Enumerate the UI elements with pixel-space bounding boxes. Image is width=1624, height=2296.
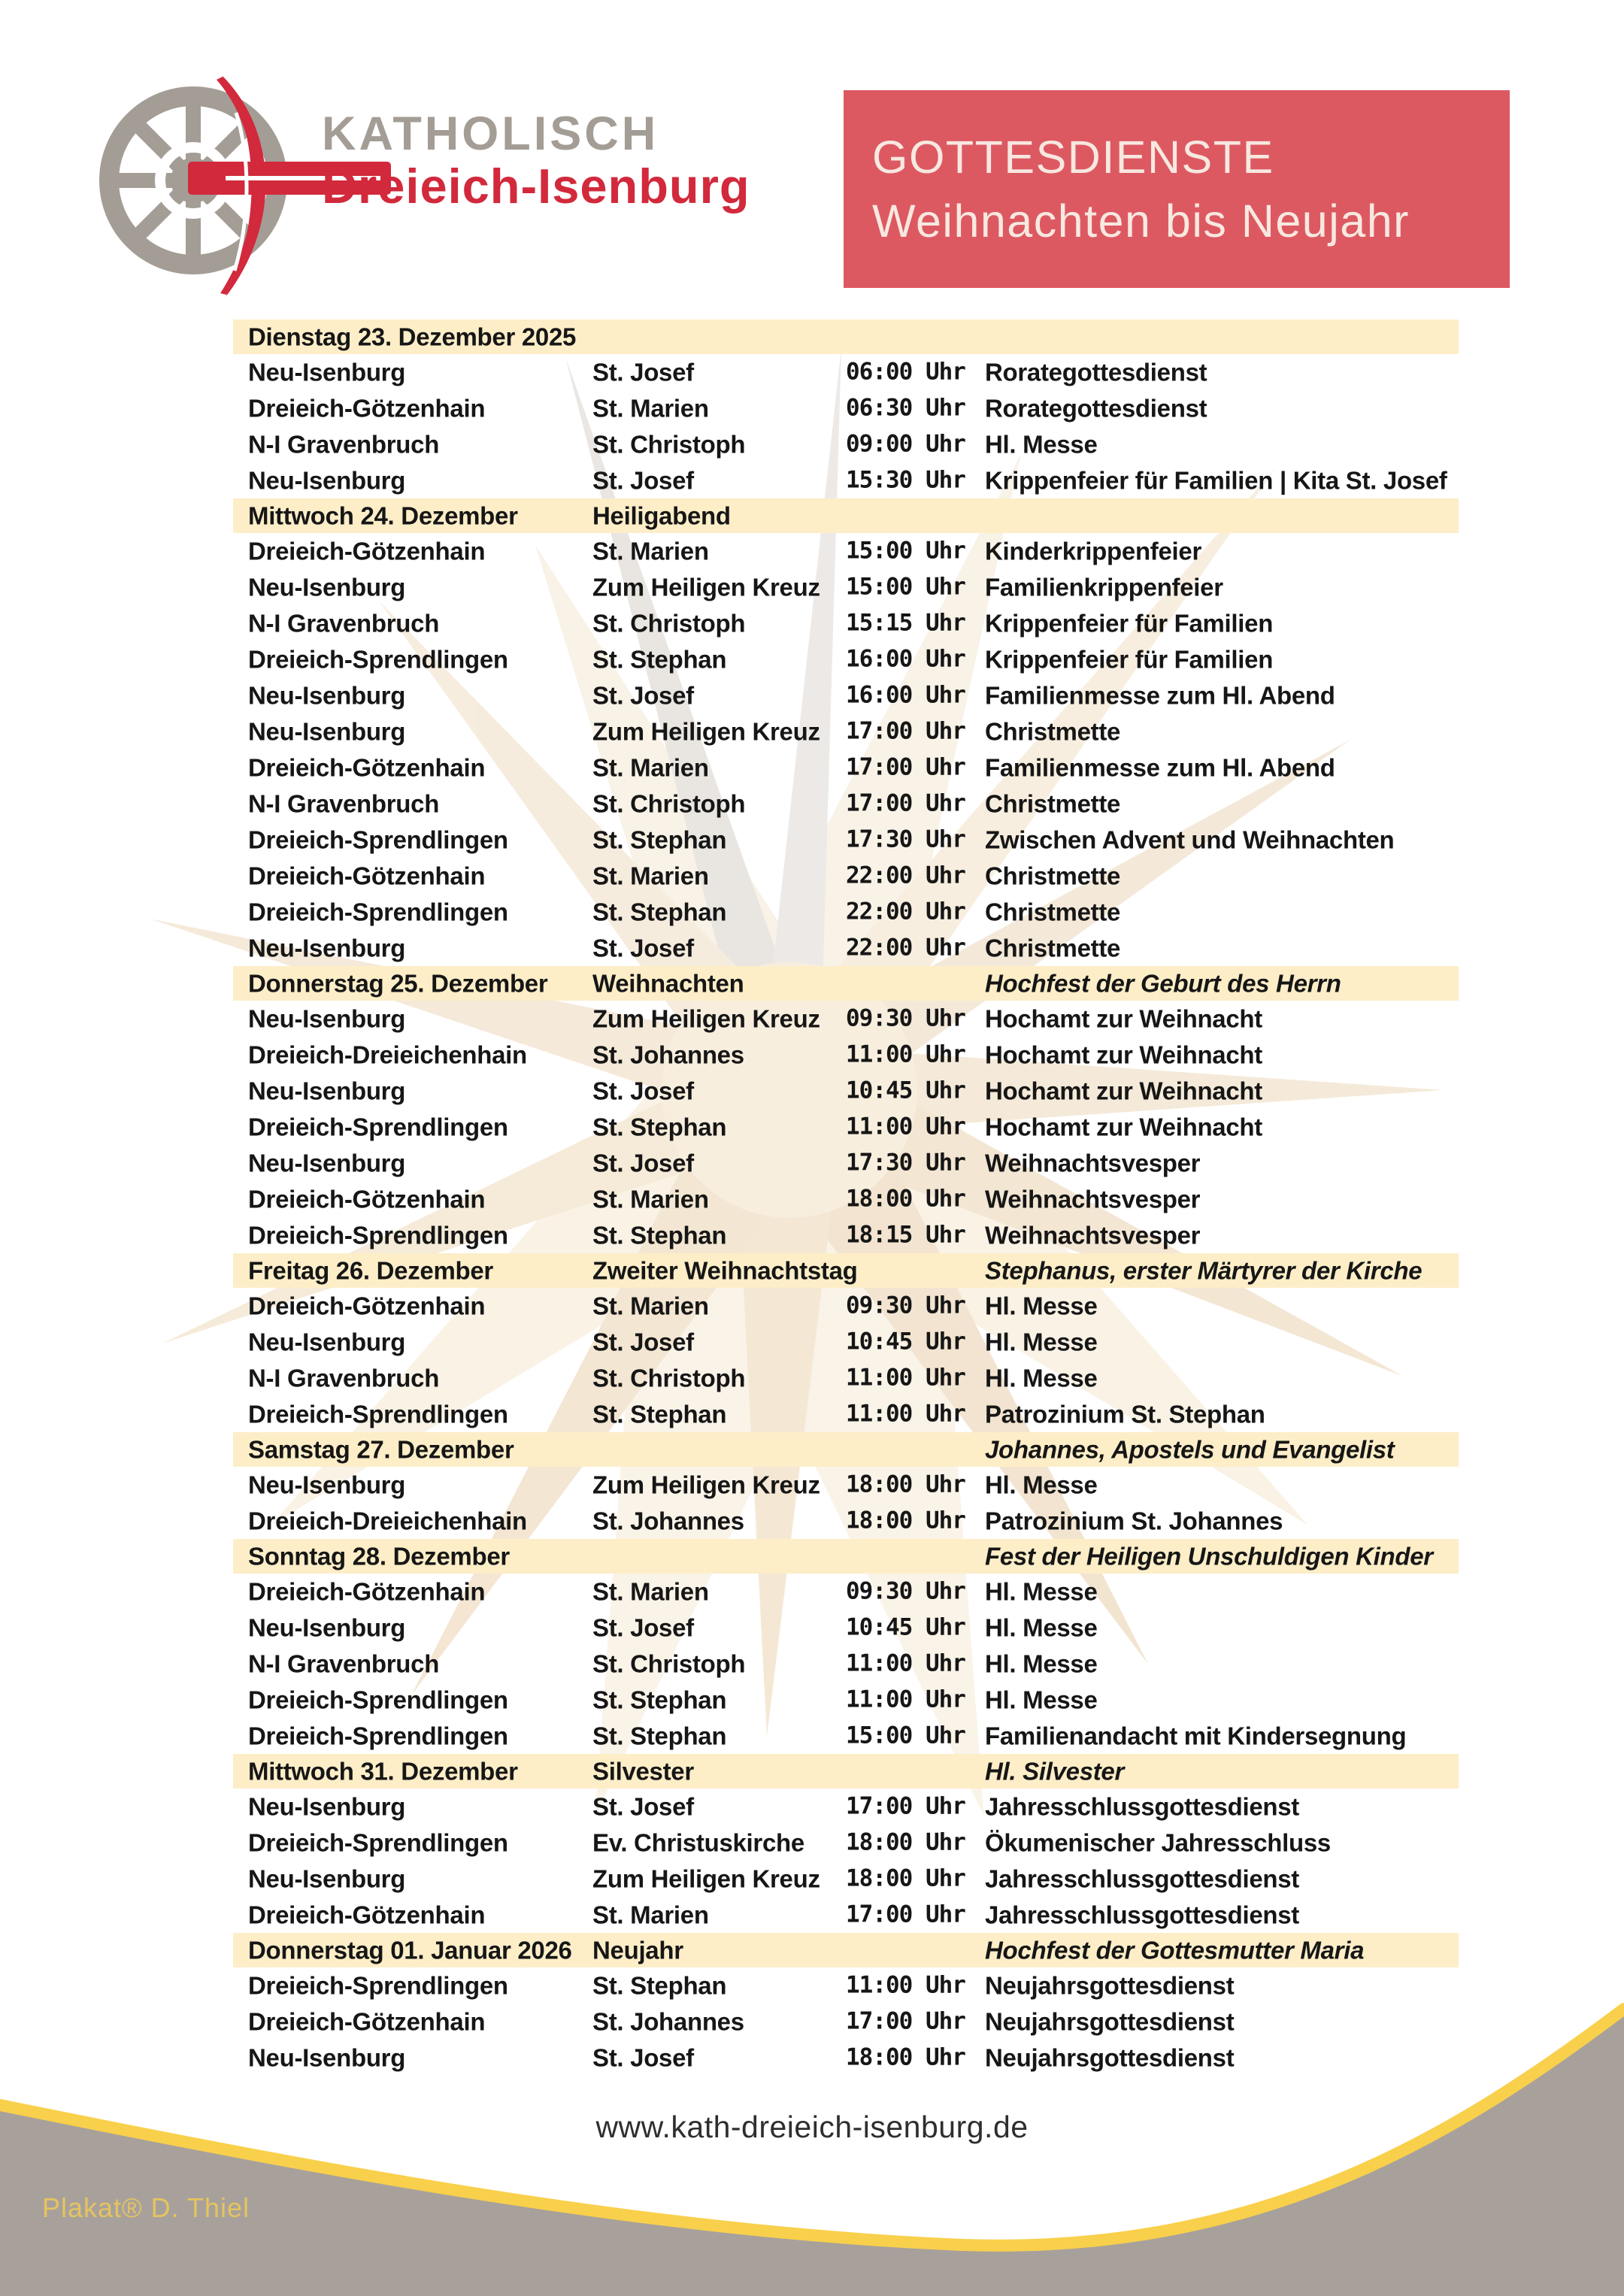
church-cell: St. Stephan [592,1400,727,1428]
location-cell: Neu-Isenburg [248,573,406,601]
time-cell: 10:45 Uhr [846,1328,965,1355]
service-row [233,1897,1459,1933]
service-row [233,822,1459,858]
service-cell: Hochamt zur Weihnacht [985,1040,1262,1069]
time-cell: 11:00 Uhr [846,1971,965,1999]
service-cell: Zwischen Advent und Weihnachten [985,825,1395,854]
time-cell: 15:00 Uhr [846,537,965,565]
schedule-table [233,320,1459,2076]
section-header-row [233,966,1459,1001]
service-row [233,1073,1459,1109]
location-cell: Dreieich-Sprendlingen [248,1113,508,1141]
service-row [233,1861,1459,1897]
service-cell: Familienmesse zum Hl. Abend [985,753,1335,782]
time-cell: 16:00 Uhr [846,645,965,673]
service-row [233,713,1459,750]
time-cell: 11:00 Uhr [846,1364,965,1392]
section-day: Donnerstag 25. Dezember [248,969,548,998]
time-cell: 17:30 Uhr [846,1149,965,1177]
section-day: Sonntag 28. Dezember [248,1542,510,1571]
section-header-row [233,320,1459,354]
location-cell: Dreieich-Sprendlingen [248,1722,508,1750]
location-cell: Dreieich-Götzenhain [248,1292,486,1320]
service-row [233,1360,1459,1396]
church-cell: Zum Heiligen Kreuz [592,1471,820,1499]
church-cell: St. Christoph [592,430,746,459]
church-cell: St. Christoph [592,789,746,818]
service-row [233,1037,1459,1073]
time-cell: 22:00 Uhr [846,862,965,889]
location-cell: Dreieich-Sprendlingen [248,1686,508,1714]
church-cell: Zum Heiligen Kreuz [592,1004,820,1033]
location-cell: Dreieich-Dreieichenhain [248,1507,527,1535]
service-row [233,750,1459,786]
church-cell: St. Marien [592,1292,709,1320]
time-cell: 18:00 Uhr [846,1185,965,1213]
location-cell: N-I Gravenbruch [248,1364,440,1392]
section-label: Weihnachten [592,969,744,998]
service-row [233,462,1459,498]
service-cell: Hl. Messe [985,1292,1098,1320]
service-cell: Neujahrsgottesdienst [985,2007,1235,2036]
service-row [233,858,1459,894]
service-cell: Krippenfeier für Familien [985,645,1274,674]
brand-name-top: KATHOLISCH [322,108,659,160]
service-cell: Patrozinium St. Stephan [985,1400,1265,1428]
location-cell: Neu-Isenburg [248,1471,406,1499]
service-row [233,1646,1459,1682]
service-cell: Hl. Messe [985,430,1098,459]
service-row [233,390,1459,426]
service-row [233,1001,1459,1037]
service-row [233,1288,1459,1324]
service-row [233,1181,1459,1217]
service-row [233,1145,1459,1181]
website-link[interactable]: www.kath-dreieich-isenburg.de [595,2110,1029,2144]
service-cell: Rorategottesdienst [985,394,1207,423]
credit-label: Plakat® D. Thiel [42,2192,250,2223]
time-cell: 16:00 Uhr [846,681,965,709]
service-row [233,1718,1459,1754]
location-cell: Neu-Isenburg [248,1077,406,1105]
location-cell: Neu-Isenburg [248,717,406,746]
church-cell: St. Marien [592,753,709,782]
church-cell: St. Christoph [592,609,746,638]
service-cell: Christmette [985,789,1121,818]
service-cell: Familienmesse zum Hl. Abend [985,681,1335,710]
poster-title-line1: GOTTESDIENSTE [872,132,1274,183]
time-cell: 09:30 Uhr [846,1577,965,1605]
service-cell: Hl. Messe [985,1328,1098,1356]
church-cell: St. Josef [592,1792,694,1821]
section-header-row [233,498,1459,533]
church-cell: St. Josef [592,1613,694,1642]
location-cell: Dreieich-Sprendlingen [248,645,508,674]
location-cell: Dreieich-Götzenhain [248,1901,486,1929]
section-header-row [233,1754,1459,1789]
service-cell: Jahresschlussgottesdienst [985,1901,1299,1929]
service-row [233,1574,1459,1610]
service-cell: Weihnachtsvesper [985,1149,1201,1177]
section-day: Donnerstag 01. Januar 2026 [248,1936,572,1964]
time-cell: 18:15 Uhr [846,1221,965,1249]
location-cell: N-I Gravenbruch [248,430,440,459]
service-cell: Patrozinium St. Johannes [985,1507,1283,1535]
service-row [233,1396,1459,1432]
church-cell: St. Johannes [592,1040,744,1069]
location-cell: Dreieich-Sprendlingen [248,1971,508,2000]
time-cell: 11:00 Uhr [846,1649,965,1677]
service-cell: Jahresschlussgottesdienst [985,1864,1299,1893]
time-cell: 18:00 Uhr [846,1471,965,1498]
church-cell: St. Stephan [592,898,727,926]
location-cell: Neu-Isenburg [248,934,406,962]
time-cell: 06:00 Uhr [846,358,965,386]
service-cell: Hl. Messe [985,1686,1098,1714]
service-row [233,354,1459,390]
service-row [233,605,1459,641]
service-cell: Neujahrsgottesdienst [985,2043,1235,2072]
time-cell: 18:00 Uhr [846,2043,965,2071]
location-cell: Dreieich-Götzenhain [248,537,486,565]
location-cell: Dreieich-Sprendlingen [248,898,508,926]
church-cell: St. Stephan [592,1221,727,1249]
time-cell: 17:00 Uhr [846,789,965,817]
section-feast: Johannes, Apostels und Evangelist [985,1435,1395,1464]
service-cell: Familienandacht mit Kindersegnung [985,1722,1407,1750]
church-cell: St. Josef [592,681,694,710]
time-cell: 17:00 Uhr [846,2007,965,2035]
time-cell: 22:00 Uhr [846,898,965,925]
service-row [233,1503,1459,1539]
church-cell: St. Josef [592,934,694,962]
church-cell: St. Marien [592,394,709,423]
time-cell: 15:15 Uhr [846,609,965,637]
church-cell: St. Marien [592,1185,709,1213]
section-header-row [233,1253,1459,1288]
service-row [233,1789,1459,1825]
service-cell: Jahresschlussgottesdienst [985,1792,1299,1821]
location-cell: Neu-Isenburg [248,1792,406,1821]
location-cell: Neu-Isenburg [248,1864,406,1893]
location-cell: Dreieich-Sprendlingen [248,1400,508,1428]
time-cell: 11:00 Uhr [846,1113,965,1140]
location-cell: Neu-Isenburg [248,2043,406,2072]
section-day: Mittwoch 24. Dezember [248,501,518,530]
time-cell: 06:30 Uhr [846,394,965,422]
section-feast: Stephanus, erster Märtyrer der Kirche [985,1256,1423,1285]
time-cell: 11:00 Uhr [846,1686,965,1713]
location-cell: N-I Gravenbruch [248,609,440,638]
time-cell: 11:00 Uhr [846,1400,965,1428]
church-cell: St. Johannes [592,2007,744,2036]
church-cell: St. Stephan [592,825,727,854]
section-day: Dienstag 23. Dezember 2025 [248,323,577,351]
church-cell: St. Stephan [592,1971,727,2000]
section-day: Samstag 27. Dezember [248,1435,514,1464]
service-cell: Krippenfeier für Familien [985,609,1274,638]
poster-title-line2: Weihnachten bis Neujahr [872,195,1410,247]
church-cell: St. Christoph [592,1649,746,1678]
time-cell: 18:00 Uhr [846,1828,965,1856]
service-row [233,786,1459,822]
church-cell: St. Josef [592,358,694,386]
section-day: Freitag 26. Dezember [248,1256,493,1285]
time-cell: 15:00 Uhr [846,1722,965,1749]
time-cell: 17:30 Uhr [846,825,965,853]
section-label: Silvester [592,1757,694,1786]
location-cell: Neu-Isenburg [248,1328,406,1356]
service-cell: Weihnachtsvesper [985,1221,1201,1249]
service-row [233,930,1459,966]
time-cell: 18:00 Uhr [846,1864,965,1892]
service-cell: Christmette [985,934,1121,962]
section-label: Heiligabend [592,501,731,530]
location-cell: Dreieich-Sprendlingen [248,1221,508,1249]
church-cell: St. Josef [592,1328,694,1356]
time-cell: 17:00 Uhr [846,1901,965,1928]
service-row [233,1682,1459,1718]
service-cell: Ökumenischer Jahresschluss [985,1828,1331,1857]
service-cell: Hl. Messe [985,1649,1098,1678]
service-row [233,569,1459,605]
time-cell: 22:00 Uhr [846,934,965,962]
church-cell: St. Christoph [592,1364,746,1392]
church-cell: St. Marien [592,1901,709,1929]
service-row [233,1109,1459,1145]
service-row [233,1467,1459,1503]
service-cell: Hl. Messe [985,1577,1098,1606]
time-cell: 17:00 Uhr [846,1792,965,1820]
service-cell: Hl. Messe [985,1613,1098,1642]
church-cell: St. Josef [592,466,694,495]
service-cell: Christmette [985,898,1121,926]
location-cell: Dreieich-Götzenhain [248,394,486,423]
location-cell: Neu-Isenburg [248,681,406,710]
location-cell: Dreieich-Sprendlingen [248,1828,508,1857]
section-label: Zweiter Weihnachtstag [592,1256,858,1285]
time-cell: 17:00 Uhr [846,753,965,781]
service-row [233,1610,1459,1646]
location-cell: N-I Gravenbruch [248,1649,440,1678]
church-cell: St. Josef [592,2043,694,2072]
location-cell: Dreieich-Sprendlingen [248,825,508,854]
location-cell: Dreieich-Götzenhain [248,862,486,890]
church-cell: St. Marien [592,1577,709,1606]
church-cell: Zum Heiligen Kreuz [592,717,820,746]
church-cell: St. Josef [592,1077,694,1105]
church-cell: St. Josef [592,1149,694,1177]
location-cell: Dreieich-Götzenhain [248,1185,486,1213]
service-cell: Christmette [985,862,1121,890]
location-cell: Neu-Isenburg [248,358,406,386]
time-cell: 15:30 Uhr [846,466,965,494]
church-cell: Zum Heiligen Kreuz [592,1864,820,1893]
service-row [233,1324,1459,1360]
time-cell: 11:00 Uhr [846,1040,965,1068]
location-cell: Neu-Isenburg [248,1613,406,1642]
service-cell: Hochamt zur Weihnacht [985,1004,1262,1033]
title-banner [844,90,1510,288]
location-cell: Neu-Isenburg [248,466,406,495]
church-cell: St. Johannes [592,1507,744,1535]
location-cell: Neu-Isenburg [248,1004,406,1033]
service-row [233,426,1459,462]
section-feast: Fest der Heiligen Unschuldigen Kinder [985,1542,1433,1571]
time-cell: 10:45 Uhr [846,1077,965,1104]
service-cell: Krippenfeier für Familien | Kita St. Josef [985,466,1447,495]
church-cell: St. Stephan [592,1686,727,1714]
service-cell: Rorategottesdienst [985,358,1207,386]
service-cell: Familienkrippenfeier [985,573,1223,601]
location-cell: Dreieich-Dreieichenhain [248,1040,527,1069]
church-cell: St. Marien [592,537,709,565]
service-row [233,641,1459,677]
time-cell: 17:00 Uhr [846,717,965,745]
time-cell: 15:00 Uhr [846,573,965,601]
section-day: Mittwoch 31. Dezember [248,1757,518,1786]
church-cell: St. Stephan [592,1722,727,1750]
service-row [233,894,1459,930]
section-header-row [233,1539,1459,1574]
service-cell: Weihnachtsvesper [985,1185,1201,1213]
section-feast: Hochfest der Gottesmutter Maria [985,1936,1365,1964]
church-cell: Ev. Christuskirche [592,1828,804,1857]
location-cell: Dreieich-Götzenhain [248,1577,486,1606]
service-cell: Hl. Messe [985,1471,1098,1499]
time-cell: 10:45 Uhr [846,1613,965,1641]
church-cell: St. Stephan [592,645,727,674]
section-feast: Hl. Silvester [985,1757,1125,1786]
service-cell: Hochamt zur Weihnacht [985,1077,1262,1105]
location-cell: Dreieich-Götzenhain [248,2007,486,2036]
service-cell: Kinderkrippenfeier [985,537,1202,565]
service-row [233,533,1459,569]
time-cell: 09:30 Uhr [846,1004,965,1032]
service-cell: Christmette [985,717,1121,746]
service-row [233,1825,1459,1861]
location-cell: N-I Gravenbruch [248,789,440,818]
section-feast: Hochfest der Geburt des Herrn [985,969,1341,998]
section-header-row [233,1432,1459,1467]
location-cell: Neu-Isenburg [248,1149,406,1177]
time-cell: 18:00 Uhr [846,1507,965,1534]
brand-name-bottom: Dreieich-Isenburg [322,159,750,214]
section-label: Neujahr [592,1936,683,1964]
church-cell: St. Marien [592,862,709,890]
service-cell: Hochamt zur Weihnacht [985,1113,1262,1141]
church-cell: St. Stephan [592,1113,727,1141]
service-row [233,1217,1459,1253]
time-cell: 09:00 Uhr [846,430,965,458]
service-cell: Neujahrsgottesdienst [985,1971,1235,2000]
service-cell: Hl. Messe [985,1364,1098,1392]
location-cell: Dreieich-Götzenhain [248,753,486,782]
church-cell: Zum Heiligen Kreuz [592,573,820,601]
time-cell: 09:30 Uhr [846,1292,965,1319]
service-row [233,677,1459,713]
